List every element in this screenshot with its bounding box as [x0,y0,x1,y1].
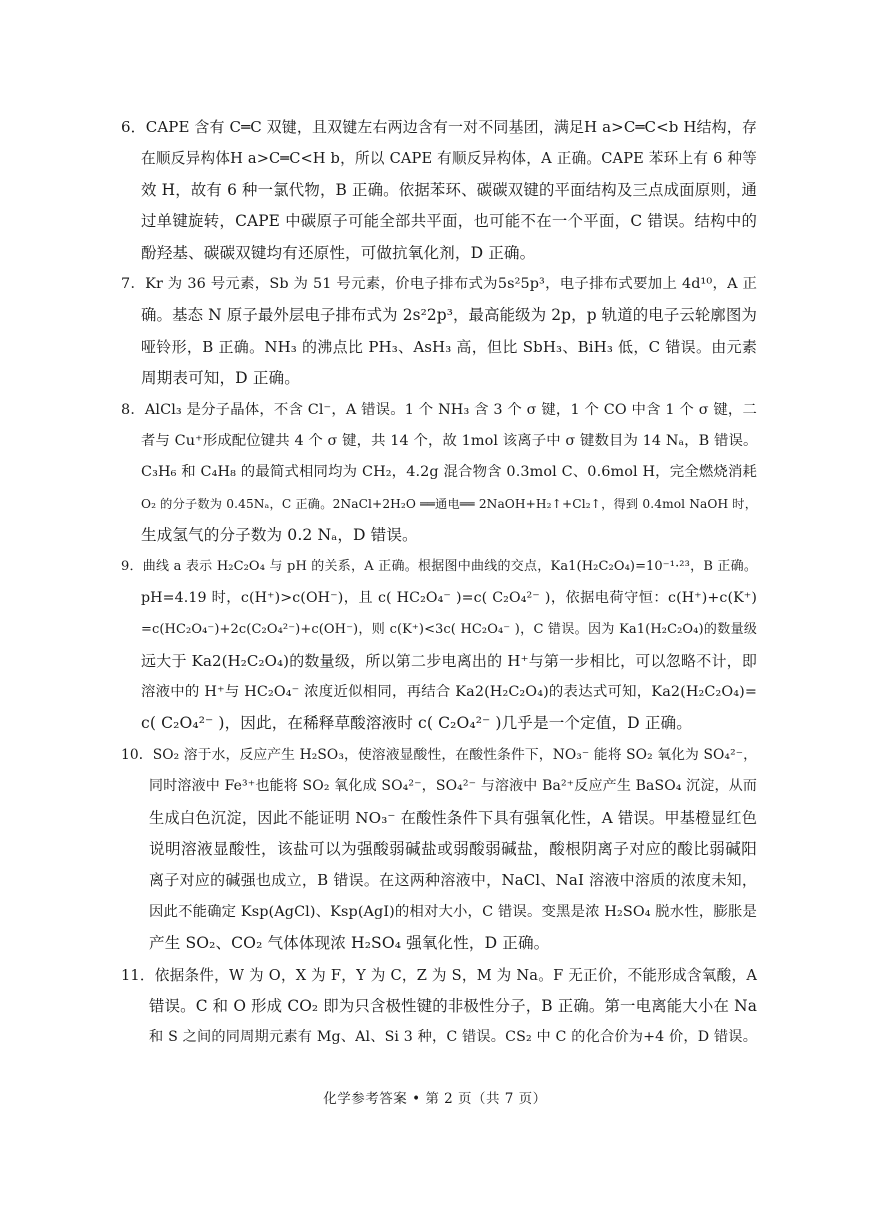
answer-line: 远大于 Ka2(H₂C₂O₄)的数量级，所以第二步电离出的 H⁺与第一步相比，可以忽略不计，即 [141,651,757,670]
answer-item-8 [121,395,757,552]
page-footer: 化学参考答案 • 第 2 页（共 7 页） [323,1091,547,1107]
answer-item-7 [121,269,757,395]
answer-line: 和 S 之间的同周期元素有 Mg、Al、Si 3 种，C 错误。CS₂ 中 C 的化合价为+4 价，D 错误。 [149,1029,757,1046]
answer-line: 离子对应的碱强也成立，B 错误。在这两种溶液中，NaCl、NaI 溶液中溶质的浓度未知， [149,871,757,890]
answer-line: 生成氢气的分子数为 0.2 Nₐ，D 错误。 [141,526,418,545]
answer-line: 生成白色沉淀，因此不能证明 NO₃⁻ 在酸性条件下具有强氧化性，A 错误。甲基橙显红色 [149,808,757,827]
answer-line: 哑铃形，B 正确。NH₃ 的沸点比 PH₃、AsH₃ 高，但比 SbH₃、BiH₃ 低，C 错误。由元素 [141,337,757,356]
answer-line: 确。基态 N 原子最外层电子排布式为 2s²2p³，最高能级为 2p，p 轨道的电子云轮廓图为 [141,306,757,325]
answer-line: C₃H₆ 和 C₄H₈ 的最简式相同均为 CH₂，4.2g 混合物含 0.3mol C、0.6mol H，完全燃烧消耗 [141,464,757,481]
answer-item-6 [121,112,757,269]
answer-line: 周期表可知，D 正确。 [141,369,300,388]
answer-line: 效 H，故有 6 种一氯代物，B 正确。依据苯环、碳碳双键的平面结构及三点成面原则，通 [141,180,757,199]
answer-line: 酚羟基、碳碳双键均有还原性，可做抗氧化剂，D 正确。 [141,243,536,262]
answer-line: 7．Kr 为 36 号元素，Sb 为 51 号元素，价电子排布式为5s²5p³，电子排布式要加上 4d¹⁰，A 正 [121,275,757,292]
answer-line: 因此不能确定 Ksp(AgCl)、Ksp(AgI)的相对大小，C 错误。变黑是浓 H₂SO₄ 脱水性，膨胀是 [149,903,757,920]
answer-line: 9．曲线 a 表示 H₂C₂O₄ 与 pH 的关系，A 正确。根据图中曲线的交点，Ka1(H₂C₂O₄)=10⁻¹·²³，B 正确。 [121,559,757,575]
answer-line: 过单键旋转，CAPE 中碳原子可能全部共平面，也可能不在一个平面，C 错误。结构中的 [141,212,757,231]
answer-line: c( C₂O₄²⁻ )，因此，在稀释草酸溶液时 c( C₂O₄²⁻ )几乎是一个定值，D 正确。 [141,714,692,733]
answer-line: 者与 Cu⁺形成配位键共 4 个 σ 键，共 14 个，故 1mol 该离子中 σ 键数目为 14 Nₐ，B 错误。 [141,432,758,449]
answer-line: 说明溶液显酸性，该盐可以为强酸弱碱盐或弱酸弱碱盐，酸根阴离子对应的酸比弱碱阳 [149,839,757,858]
answer-line: pH=4.19 时，c(H⁺)>c(OH⁻)，且 c( HC₂O₄⁻ )=c( C₂O₄²⁻ )，依据电荷守恒：c(H⁺)+c(K⁺) [141,589,757,606]
answer-line: 8．AlCl₃ 是分子晶体，不含 Cl⁻，A 错误。1 个 NH₃ 含 3 个 σ 键，1 个 CO 中含 1 个 σ 键，二 [121,401,757,418]
answer-line: O₂ 的分子数为 0.45Nₐ，C 正确。2NaCl+2H₂O ══通电══ 2NaOH+H₂↑+Cl₂↑，得到 0.4mol NaOH 时， [141,496,757,511]
answer-line: =c(HC₂O₄⁻)+2c(C₂O₄²⁻)+c(OH⁻)，则 c(K⁺)<3c( HC₂O₄⁻ )，C 错误。因为 Ka1(H₂C₂O₄)的数量级 [141,622,757,638]
answer-line: 错误。C 和 O 形成 CO₂ 即为只含极性键的非极性分子，B 正确。第一电离能大小在 Na [149,996,757,1015]
answer-line: 6．CAPE 含有 C═C 双键，且双键左右两边含有一对不同基团，满足H a>C═C<b H结构，存 [121,118,757,136]
answer-line: 10．SO₂ 溶于水，反应产生 H₂SO₃，使溶液显酸性，在酸性条件下，NO₃⁻ 能将 SO₂ 氧化为 SO₄²⁻， [121,746,757,763]
answer-line: 溶液中的 H⁺与 HC₂O₄⁻ 浓度近似相同，再结合 Ka2(H₂C₂O₄)的表达式可知，Ka2(H₂C₂O₄)= [141,684,757,701]
answer-item-10 [121,740,757,960]
answer-line: 同时溶液中 Fe³⁺也能将 SO₂ 氧化成 SO₄²⁻，SO₄²⁻ 与溶液中 Ba²⁺反应产生 BaSO₄ 沉淀，从而 [149,778,757,795]
answer-line: 11．依据条件，W 为 O，X 为 F，Y 为 C，Z 为 S，M 为 Na。F 无正价，不能形成含氧酸，A [121,966,757,984]
answer-line: 在顺反异构体H a>C═C<H b，所以 CAPE 有顺反异构体，A 正确。CAPE 苯环上有 6 种等 [141,150,757,168]
answer-line: 产生 SO₂、CO₂ 气体体现浓 H₂SO₄ 强氧化性，D 正确。 [149,934,550,953]
answer-item-11 [121,960,757,1054]
answer-content [121,112,757,1054]
answer-item-9 [121,551,757,739]
